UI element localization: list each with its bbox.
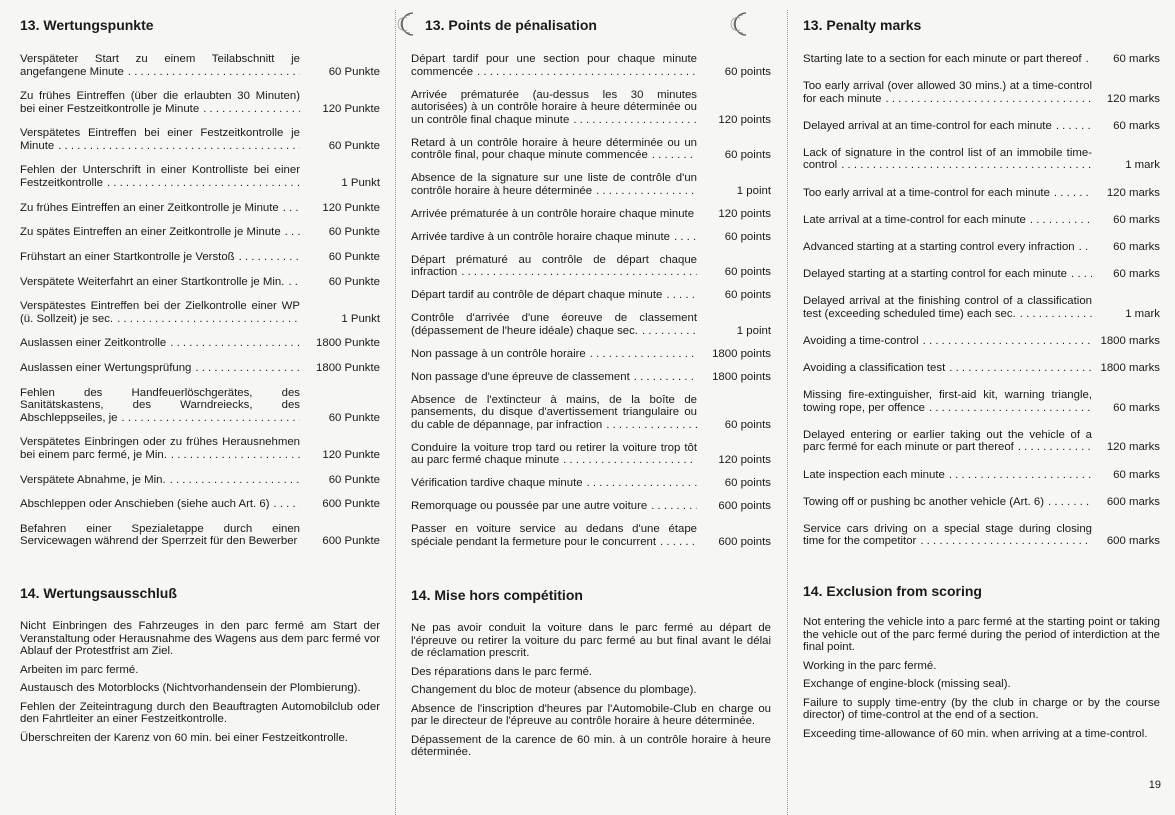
penalty-description: Verspätestes Eintreffen bei der Zielkontrolle einer WP (ü. Sollzeit) je sec. . . . (20, 300, 300, 325)
penalty-description: Zu frühes Eintreffen an einer Zeitkontrolle je Minute . . . (20, 202, 300, 215)
penalty-list (411, 53, 771, 548)
penalty-description: Too early arrival at a time-control for each minute . . . (803, 187, 1092, 200)
exclusion-item: Working in the parc fermé. (803, 659, 937, 672)
penalty-value: 1 point (736, 324, 771, 337)
penalty-description: Verspätetes Eintreffen bei einer Festzeitkontrolle je Minute . . . (20, 127, 300, 152)
penalty-row (20, 436, 380, 461)
penalty-row (803, 362, 1160, 375)
penalty-value: 120 points (718, 113, 771, 126)
penalty-description: Missing fire-extinguisher, first-aid kit, warning triangle, towing rope, per offence . . . (803, 389, 1092, 414)
penalty-row (20, 362, 380, 375)
exclusion-item: Exceeding time-allowance of 60 min. when arriving at a time-control. (803, 727, 1148, 740)
penalty-description: Contrôle d'arrivée d'une éoreuve de classement (dépassement de l'heure idéale) chaque sec. . . . (411, 312, 697, 337)
penalty-description: Départ prématuré au contrôle de départ chaque infraction . . . (411, 254, 697, 279)
penalty-list (20, 53, 380, 548)
penalty-value: 60 marks (1113, 401, 1160, 414)
penalty-value: 60 points (724, 477, 771, 489)
penalty-row (411, 394, 771, 432)
penalty-row (411, 500, 771, 513)
penalty-value: 60 Punkte (328, 473, 380, 486)
penalty-value: 1 mark (1125, 307, 1160, 320)
penalty-value: 60 points (724, 149, 771, 161)
penalty-value: 60 marks (1113, 468, 1160, 481)
penalty-description: Départ tardif au contrôle de départ chaque minute . . . (411, 289, 697, 302)
penalty-value: 120 marks (1106, 92, 1160, 105)
penalty-description: Arrivée tardive à un contrôle horaire chaque minute . . . (411, 231, 697, 244)
penalty-row (411, 172, 771, 197)
penalty-row (411, 254, 771, 279)
penalty-value: 120 points (718, 207, 771, 220)
penalty-value: 120 points (718, 454, 771, 466)
penalty-value: 120 Punkte (322, 448, 380, 461)
penalty-description: Advanced starting at a starting control every infraction . . . (803, 241, 1092, 254)
penalty-row (20, 337, 380, 350)
penalty-row (20, 251, 380, 264)
penalty-value: 600 Punkte (322, 535, 380, 548)
penalty-row (20, 202, 380, 215)
penalty-row (411, 137, 771, 162)
penalty-row (803, 429, 1160, 454)
penalty-row (803, 241, 1160, 254)
penalty-value: 60 marks (1113, 240, 1160, 253)
penalty-row (803, 80, 1160, 105)
penalty-row (803, 268, 1160, 281)
penalty-value: 1 Punkt (341, 176, 380, 189)
penalty-row (803, 523, 1160, 548)
penalty-row (803, 389, 1160, 414)
penalty-heading: 13. Penalty marks (803, 17, 922, 33)
penalty-value: 60 Punkte (328, 275, 380, 288)
penalty-description: Vérification tardive chaque minute . . . (411, 477, 697, 490)
penalty-description: Abschleppen oder Anschieben (siehe auch Art. 6) . . . (20, 498, 300, 511)
penalty-value: 60 points (724, 65, 771, 78)
penalty-value: 120 marks (1106, 441, 1160, 454)
penalty-row (803, 187, 1160, 200)
penalty-heading: 13. Wertungspunkte (20, 17, 154, 33)
penalty-row (803, 214, 1160, 227)
penalty-value: 600 Punkte (322, 498, 380, 511)
penalty-description: Late inspection each minute . . . (803, 469, 1092, 482)
penalty-row (803, 295, 1160, 320)
penalty-value: 60 Punkte (328, 65, 380, 78)
penalty-row (20, 387, 380, 425)
penalty-description: Zu frühes Eintreffen (über die erlaubten 30 Minuten) bei einer Festzeitkontrolle je Minute . . . (20, 90, 300, 115)
page-number: 19 (1148, 779, 1161, 791)
penalty-row (411, 231, 771, 244)
exclusion-heading: 14. Wertungsausschluß (20, 585, 177, 601)
penalty-row (411, 312, 771, 337)
penalty-value: 60 Punkte (328, 250, 380, 263)
penalty-value: 1 mark (1125, 159, 1160, 172)
penalty-value: 120 Punkte (322, 201, 380, 214)
penalty-description: Fehlen des Handfeuerlöschgerätes, des Sanitätskastens, des Warndreiecks, des Abschleppseiles, je . . . (20, 387, 300, 425)
penalty-value: 1 Punkt (341, 312, 380, 325)
penalty-row (20, 90, 380, 115)
exclusion-heading: 14. Mise hors compétition (411, 587, 583, 603)
penalty-value: 60 marks (1113, 268, 1160, 281)
exclusion-item: Des réparations dans le parc fermé. (411, 665, 593, 678)
penalty-row (20, 498, 380, 511)
penalty-description: Non passage d'une épreuve de classement . . . (411, 371, 697, 384)
penalty-row (411, 89, 771, 127)
penalty-description: Starting late to a section for each minute or part thereof . . . (803, 53, 1092, 66)
penalty-value: 60 marks (1113, 119, 1160, 132)
penalty-value: 1800 points (712, 370, 771, 383)
penalty-row (411, 348, 771, 361)
penalty-description: Verspätete Weiterfahrt an einer Startkontrolle je Min. . . . (20, 276, 300, 289)
exclusion-item: Austausch des Motorblocks (Nichtvorhandensein der Plombierung). (20, 682, 361, 694)
penalty-description: Delayed starting at a starting control for each minute . . . (803, 268, 1092, 281)
penalty-list (803, 53, 1160, 548)
penalty-value: 120 Punkte (322, 102, 380, 115)
penalty-description: Auslassen einer Zeitkontrolle . . . (20, 337, 300, 350)
penalty-description: Late arrival at a time-control for each minute . . . (803, 214, 1092, 227)
penalty-value: 60 marks (1113, 213, 1160, 226)
exclusion-item: Not entering the vehicle into a parc fermé at the starting point or taking the vehicle out of the parc fermé during the period of interdiction at the final point. (803, 616, 1160, 653)
penalty-value: 60 points (724, 289, 771, 301)
column-divider (787, 10, 788, 815)
penalty-row (20, 53, 380, 78)
exclusion-item: Exchange of engine-block (missing seal). (803, 678, 1011, 690)
penalty-description: Conduire la voiture trop tard ou retirer la voiture trop tôt au parc fermé chaque minute . . . (411, 442, 697, 467)
penalty-description: Auslassen einer Wertungsprüfung . . . (20, 362, 300, 375)
penalty-value: 60 points (724, 230, 771, 243)
penalty-description: Lack of signature in the control list of an immobile time-control . . . (803, 147, 1092, 172)
exclusion-item: Changement du bloc de moteur (absence du plombage). (411, 684, 697, 696)
penalty-row (411, 477, 771, 490)
penalty-row (20, 164, 380, 189)
exclusion-list (803, 616, 1160, 746)
penalty-row (20, 523, 380, 548)
penalty-value: 1800 marks (1100, 362, 1160, 375)
penalty-value: 1 point (736, 184, 771, 197)
penalty-row (803, 496, 1160, 509)
penalty-description: Delayed entering or earlier taking out the vehicle of a parc fermé for each minute or part thereof . . . (803, 429, 1092, 454)
penalty-description: Non passage à un contrôle horaire . . . (411, 348, 697, 361)
exclusion-item: Überschreiten der Karenz von 60 min. bei einer Festzeitkontrolle. (20, 731, 348, 744)
penalty-value: 600 points (718, 500, 771, 512)
penalty-description: Arrivée prématurée (au-dessus les 30 minutes autorisées) à un contrôle horaire à heure déterminée ou un contrôle final chaque minute . . . (411, 89, 697, 127)
penalty-description: Avoiding a time-control . . . (803, 335, 1092, 348)
column-divider (395, 10, 396, 815)
exclusion-item: Nicht Einbringen des Fahrzeuges in den parc fermé am Start der Veranstaltung oder Herausnahme des Wagens aus dem parc fermé vor Ablauf der Protestfrist am Ziel. (20, 620, 380, 657)
penalty-description: Verspätetes Einbringen oder zu frühes Herausnehmen bei einem parc fermé, je Min. . . . (20, 436, 300, 461)
penalty-description: Absence de la signature sur une liste de contrôle d'un contrôle horaire à heure déterminée . . . (411, 172, 697, 197)
penalty-description: Remorquage ou poussée par une autre voiture . . . (411, 500, 697, 513)
penalty-description: Retard à un contrôle horaire à heure déterminée ou un contrôle final, pour chaque minute commencée . . . (411, 137, 697, 162)
exclusion-item: Dépassement de la carence de 60 min. à un contrôle horaire à heure déterminée. (411, 733, 771, 758)
exclusion-item: Fehlen der Zeiteintragung durch den Beauftragten Automobilclub oder den Fahrtleiter an einer Festzeitkontrolle. (20, 700, 380, 725)
penalty-value: 60 marks (1113, 53, 1160, 65)
penalty-description: Service cars driving on a special stage during closing time for the competitor . . . (803, 523, 1092, 548)
penalty-description: Départ tardif pour une section pour chaque minute commencée . . . (411, 53, 697, 78)
exclusion-item: Absence de l'inscription d'heures par l'Automobile-Club en charge ou par le directeur de l'épreuve au contrôle horaire à heure déterminée. (411, 702, 771, 727)
penalty-value: 60 Punkte (328, 411, 380, 424)
penalty-description: Absence de l'extincteur à mains, de la boîte de pansements, du disque d'avertissement triangulaire ou du cable de dépannage, par infraction . . . (411, 394, 697, 432)
penalty-description: Verspäteter Start zu einem Teilabschnitt je angefangene Minute . . . (20, 53, 300, 78)
penalty-value: 1800 Punkte (316, 362, 380, 375)
penalty-value: 60 points (724, 266, 771, 278)
penalty-row (803, 469, 1160, 482)
penalty-value: 600 marks (1106, 495, 1160, 508)
exclusion-list (411, 622, 771, 765)
penalty-row (20, 276, 380, 289)
penalty-value: 600 marks (1106, 535, 1160, 548)
exclusion-item: Failure to supply time-entry (by the club in charge or by the course director) of time-control at the end of a section. (803, 696, 1160, 721)
exclusion-list (20, 620, 380, 750)
penalty-row (411, 523, 771, 548)
penalty-row (803, 335, 1160, 348)
penalty-row (411, 442, 771, 467)
penalty-value: 60 Punkte (328, 139, 380, 152)
penalty-description: Arrivée prématurée à un contrôle horaire chaque minute . . . (411, 208, 697, 221)
crescent-tire-logo-icon (393, 9, 423, 39)
penalty-row (20, 300, 380, 325)
penalty-description: Zu spätes Eintreffen an einer Zeitkontrolle je Minute . . . (20, 226, 300, 239)
penalty-description: Delayed arrival at an time-control for each minute . . . (803, 120, 1092, 133)
penalty-description: Towing off or pushing bc another vehicle (Art. 6) . . . (803, 496, 1092, 509)
penalty-row (20, 474, 380, 487)
penalty-value: 1800 marks (1100, 334, 1160, 347)
exclusion-heading: 14. Exclusion from scoring (803, 583, 982, 599)
penalty-value: 60 Punkte (328, 226, 380, 239)
penalty-row (803, 53, 1160, 66)
penalty-heading: 13. Points de pénalisation (425, 17, 597, 33)
penalty-value: 1800 points (712, 347, 771, 360)
penalty-row (411, 208, 771, 221)
exclusion-item: Arbeiten im parc fermé. (20, 663, 139, 676)
penalty-row (411, 53, 771, 78)
crescent-tire-logo-icon (726, 9, 756, 39)
penalty-value: 600 points (718, 535, 771, 548)
penalty-description: Verspätete Abnahme, je Min. . . . (20, 474, 300, 487)
penalty-row (803, 120, 1160, 133)
penalty-row (20, 127, 380, 152)
penalty-row (20, 226, 380, 239)
penalty-value: 60 points (724, 418, 771, 431)
penalty-row (803, 147, 1160, 172)
penalty-description: Passer en voiture service au dedans d'une étape spéciale pendant la fermeture pour le concurrent . . . (411, 523, 697, 548)
penalty-row (411, 371, 771, 384)
exclusion-item: Ne pas avoir conduit la voiture dans le parc fermé au départ de l'épreuve ou retirer la voiture du parc fermé au but final avant le délai de réclamation prescrit. (411, 622, 771, 659)
penalty-description: Befahren einer Spezialetappe durch einen Servicewagen während der Sperrzeit für den Bewerber . . . (20, 523, 300, 548)
penalty-description: Fehlen der Unterschrift in einer Kontrolliste bei einer Festzeitkontrolle . . . (20, 164, 300, 189)
penalty-value: 120 marks (1106, 186, 1160, 199)
penalty-description: Delayed arrival at the finishing control of a classification test (exceeding scheduled time) each sec. . . . (803, 295, 1092, 320)
penalty-description: Frühstart an einer Startkontrolle je Verstoß . . . (20, 251, 300, 264)
penalty-description: Avoiding a classification test . . . (803, 362, 1092, 375)
penalty-description: Too early arrival (over allowed 30 mins.) at a time-control for each minute . . . (803, 80, 1092, 105)
penalty-row (411, 289, 771, 302)
penalty-value: 1800 Punkte (316, 337, 380, 350)
